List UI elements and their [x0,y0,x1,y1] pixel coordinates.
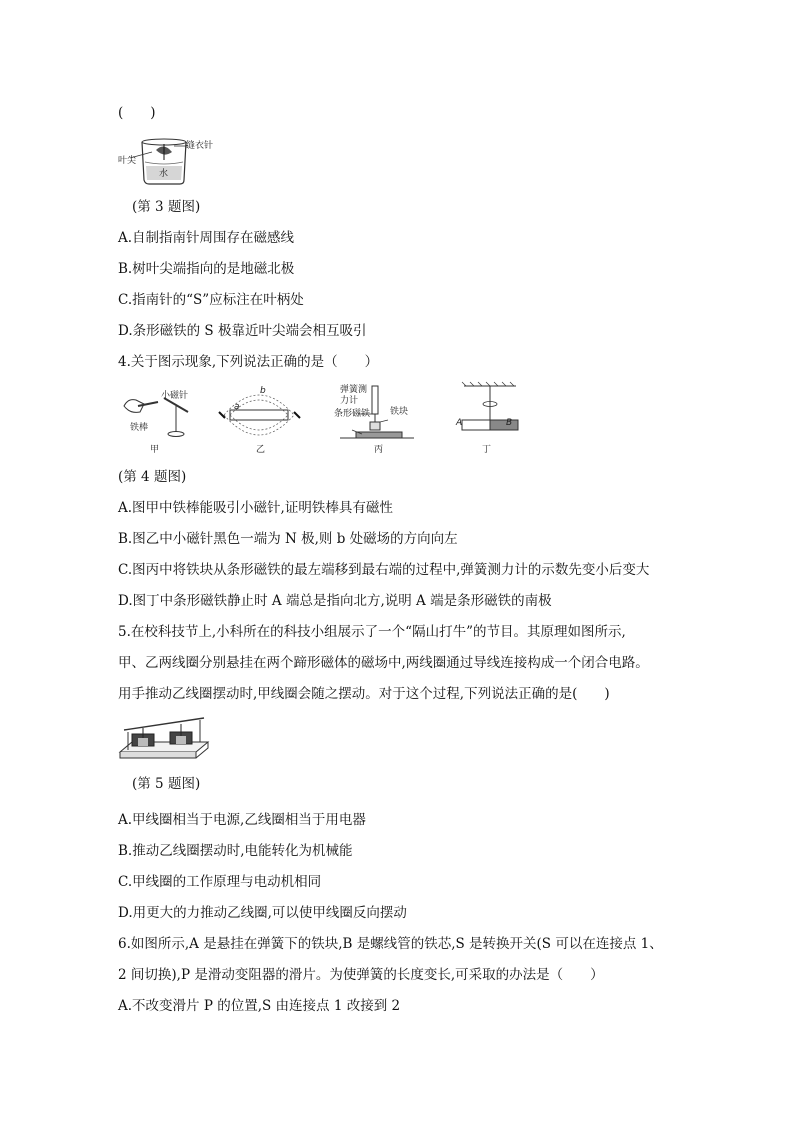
q4-label-ding: 丁 [482,445,492,455]
q3-option-a: A.自制指南针周围存在磁感线 [118,230,295,246]
q5-stem-line-2: 甲、乙两线圈分别悬挂在两个蹄形磁体的磁场中,两线圈通过导线连接构成一个闭合电路。 [118,655,649,671]
q6-option-a: A.不改变滑片 P 的位置,S 由连接点 1 改接到 2 [118,998,401,1014]
q5-stem-line-3: 用手推动乙线圈摆动时,甲线圈会随之摆动。对于这个过程,下列说法正确的是( ) [118,686,610,702]
q5-option-b: B.推动乙线圈摆动时,电能转化为机械能 [118,843,353,859]
q4-label-spring-scale-2: 力计 [340,396,359,406]
q4-label-iron-block: 铁块 [390,407,409,417]
q4-caption: (第 4 题图) [118,469,187,485]
q3-caption: (第 3 题图) [132,199,201,215]
q4-option-b: B.图乙中小磁针黑色一端为 N 极,则 b 处磁场的方向向左 [118,531,458,547]
q4-label-bar-magnet: 条形磁铁 [334,409,371,419]
q4-option-c: C.图丙中将铁块从条形磁铁的最左端移到最右端的过程中,弹簧测力计的示数先变小后变大 [118,562,650,578]
q3-label-leaf-tip: 叶尖 [118,156,137,166]
q5-caption: (第 5 题图) [132,776,201,792]
q3-label-needle: 缝衣针 [186,141,214,151]
q5-option-d: D.用更大的力推动乙线圈,可以使甲线圈反向摆动 [118,905,407,921]
q4-label-small-needle: 小磁针 [161,391,189,401]
q5-option-c: C.甲线圈的工作原理与电动机相同 [118,874,322,890]
q3-option-b: B.树叶尖端指向的是地磁北极 [118,261,295,277]
q5-option-a: A.甲线圈相当于电源,乙线圈相当于用电器 [118,812,366,828]
q3-option-d: D.条形磁铁的 S 极靠近叶尖端会相互吸引 [118,323,367,339]
q4-figure [118,380,538,456]
q4-option-d: D.图丁中条形磁铁静止时 A 端总是指向北方,说明 A 端是条形磁铁的南极 [118,593,552,609]
q4-label-spring-scale-1: 弹簧测 [340,385,368,395]
q4-label-iron-rod: 铁棒 [130,423,149,433]
q4-option-a: A.图甲中铁棒能吸引小磁针,证明铁棒具有磁性 [118,500,393,516]
q6-stem-line-1: 6.如图所示,A 是悬挂在弹簧下的铁块,B 是螺线管的铁芯,S 是转换开关(S 可以在连接点 1、 [118,936,663,952]
q3-stem-tail: ( ) [118,105,156,121]
q4-label-a: a [234,402,240,412]
q3-option-c: C.指南针的“S”应标注在叶柄处 [118,292,304,308]
q5-figure [118,712,210,764]
q4-label-yi: 乙 [256,445,266,455]
q4-label-bing: 丙 [374,445,384,455]
q4-label-B: B [506,418,513,428]
q4-label-A: A [456,418,463,428]
q3-label-water: 水 [159,169,169,179]
q3-figure [118,136,228,188]
q4-label-b: b [260,386,266,396]
q6-stem-line-2: 2 间切换),P 是滑动变阻器的滑片。为使弹簧的长度变长,可采取的办法是（ ） [118,967,604,983]
q5-stem-line-1: 5.在校科技节上,小科所在的科技小组展示了一个“隔山打牛”的节目。其原理如图所示, [118,624,626,640]
q4-label-jia: 甲 [150,445,160,455]
q4-stem: 4.关于图示现象,下列说法正确的是（ ） [118,354,379,370]
